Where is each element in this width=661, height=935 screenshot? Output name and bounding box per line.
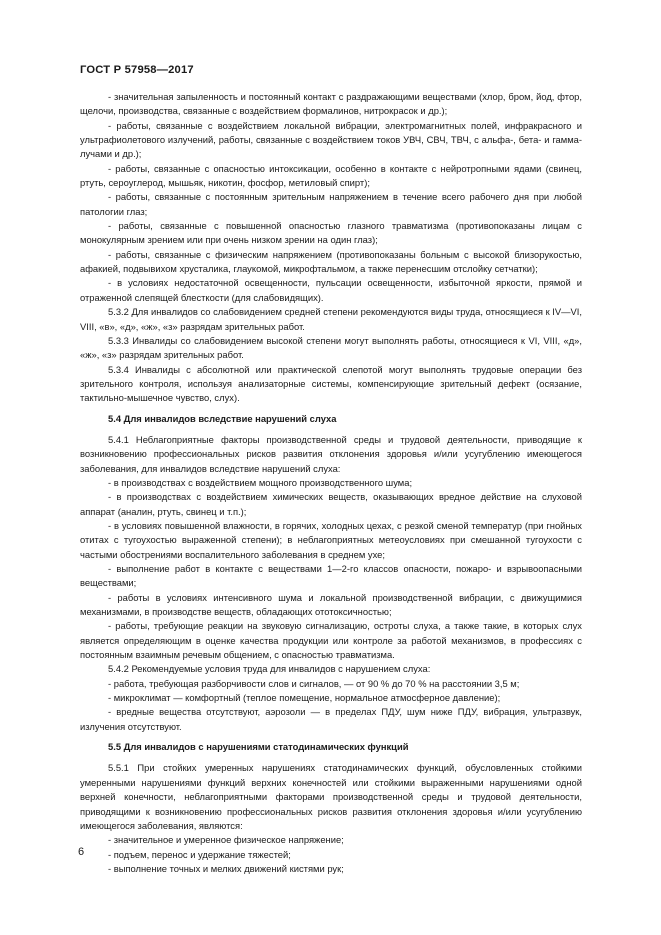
list-item: - работы, связанные с опасностью интоксикации, особенно в контакте с нейротропными ядами (свинец, ртуть, сероуглерод, мышьяк, никотин, фосфор, метиловый спирт);	[80, 162, 582, 189]
list-item: - в условиях повышенной влажности, в горячих, холодных цехах, с резкой сменой температур (при гнойных отитах с тугоухостью выраженной степени); в неблагоприятных метеоусловиях при смешанной тугоухости с частыми обострениями воспалительного заболевания в среднем ухе;	[80, 519, 582, 560]
page-number: 6	[78, 846, 85, 858]
list-item: - выполнение работ в контакте с веществами 1—2-го классов опасности, пожаро- и взрывоопасными веществами;	[80, 563, 582, 589]
list-item: - работы, связанные с повышенной опасностью глазного травматизма (противопоказаны лицам с монокулярным зрением или при очень низком зрении на один глаз);	[80, 220, 582, 246]
list-item: - работа, требующая разборчивости слов и сигналов, — от 90 % до 70 % на расстоянии 3,5 м;	[108, 677, 520, 689]
section-heading-5-5: 5.5 Для инвалидов с нарушениями статодинамических функций	[108, 741, 409, 753]
document-header: ГОСТ Р 57958—2017	[80, 64, 194, 76]
clause-5-3-4: 5.3.4 Инвалиды с абсолютной или практической слепотой могут выполнять трудовые операции без зрительного контроля, используя анализаторные системы, компенсирующие зрительный дефект (осязание, тактильно-мышечное чувство, слух).	[80, 363, 582, 404]
clause-5-3-2: 5.3.2 Для инвалидов со слабовидением средней степени рекомендуются виды труда, относящиеся к IV—VI, VIII, «в», «д», «ж», «з» разрядам зрительных работ.	[80, 306, 582, 332]
list-item: - значительное и умеренное физическое напряжение;	[108, 834, 344, 846]
body-text	[80, 90, 582, 876]
list-item: - в производствах с воздействием химических веществ, оказывающих вредное действие на слуховой аппарат (аналин, ртуть, свинец и т.п.);	[80, 491, 582, 517]
list-item: - в условиях недостаточной освещенности, пульсации освещенности, избыточной яркости, прямой и отраженной слепящей блесткости (для слабовидящих).	[80, 277, 582, 303]
list-item: - работы в условиях интенсивного шума и локальной производственной вибрации, с движущимися механизмами, в производстве веществ, обладающих ототоксичностью;	[80, 591, 582, 618]
list-item: - выполнение точных и мелких движений кистями рук;	[108, 862, 344, 874]
list-item: - микроклимат — комфортный (теплое помещение, нормальное атмосферное давление);	[108, 692, 501, 704]
list-item: - работы, связанные с постоянным зрительным напряжением в течение всего рабочего дня при любой патологии глаз;	[80, 191, 582, 217]
list-item: - вредные вещества отсутствуют, аэрозоли — в пределах ПДУ, шум ниже ПДУ, вибрация, ультразвук, излучения отсутствуют.	[80, 706, 582, 732]
list-item: - значительная запыленность и постоянный контакт с раздражающими веществами (хлор, бром, йод, фтор, щелочи, производства, связанные с воздействием формалинов, нитрокрасок и др.);	[80, 91, 582, 117]
clause-5-4-2: 5.4.2 Рекомендуемые условия труда для инвалидов с нарушением слуха:	[108, 663, 431, 675]
section-heading-5-4: 5.4 Для инвалидов вследствие нарушений слуха	[108, 412, 337, 424]
clause-5-4-1: 5.4.1 Неблагоприятные факторы производственной среды и трудовой деятельности, приводящие к возникновению профессиональных рисков развития отклонения здоровья и/или усугублению имеющегося заболевания, для инвалидов вследствие нарушений слуха:	[80, 433, 582, 474]
list-item: - в производствах с воздействием мощного производственного шума;	[108, 476, 413, 488]
list-item: - работы, связанные с физическим напряжением (противопоказаны больным с высокой близорукостью, афакией, подвывихом хрусталика, глаукомой, микрофтальмом, а также перенесшим отслойку сетчатки);	[80, 248, 582, 275]
clause-5-3-3: 5.3.3 Инвалиды со слабовидением высокой степени могут выполнять работы, относящиеся к VI, VIII, «д», «ж», «з» разрядам зрительных работ.	[80, 334, 582, 361]
list-item: - работы, связанные с воздействием локальной вибрации, электромагнитных полей, инфракрасного и ультрафиолетового излучений, работы, связанные с воздействием токов УВЧ, СВЧ, ТВЧ, с альфа-, бета- и гамма-лучами и др.);	[80, 119, 582, 160]
list-item: - работы, требующие реакции на звуковую сигнализацию, остроты слуха, а также такие, в которых слух является определяющим в оценке качества продукции или контроле за работой механизмов, в профессиях с постоянным взаимным речевым общением, с опасностью травматизма.	[80, 620, 582, 661]
clause-5-5-1: 5.5.1 При стойких умеренных нарушениях статодинамических функций, обусловленных стойкими умеренными нарушениями функций верхних конечностей или стойкими выраженными нарушениями одной верхней конечности, неблагоприятными факторами производственной среды и трудовой деятельности, приводящими к возникновению профессиональных рисков развития отклонения здоровья и/или усугублению имеющегося заболевания, являются:	[80, 762, 582, 831]
list-item: - подъем, перенос и удержание тяжестей;	[108, 848, 291, 860]
